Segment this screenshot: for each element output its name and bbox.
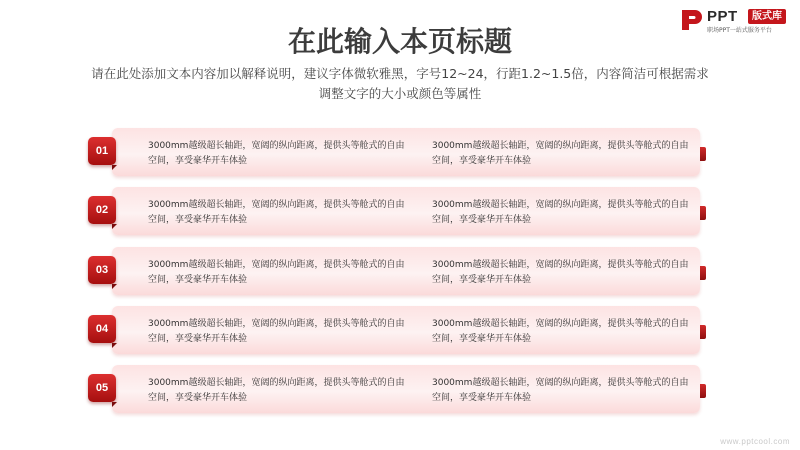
item-left-text: 3000mm越级超长轴距，宽阔的纵向距离，提供头等舱式的自由空间，享受豪华开车体验 (148, 378, 405, 403)
badge-fold (112, 343, 117, 348)
page-subtitle: 请在此处添加文本内容加以解释说明，建议字体微软雅黑，字号12~24，行距1.2~1.5倍，内容简洁可根据需求调整文字的大小或颜色等属性 (91, 66, 709, 101)
list-item (88, 128, 708, 180)
item-left-text: 3000mm越级超长轴距，宽阔的纵向距离，提供头等舱式的自由空间，享受豪华开车体验 (148, 200, 405, 225)
brand-tagline: 职场PPT一站式服务平台 (707, 27, 772, 34)
watermark: www.pptcool.com (720, 437, 790, 446)
list-item (88, 365, 708, 417)
page-title: 在此输入本页标题 (287, 25, 512, 58)
list-item (88, 187, 708, 239)
item-right-text: 3000mm越级超长轴距，宽阔的纵向距离，提供头等舱式的自由空间，享受豪华开车体验 (432, 141, 689, 166)
item-right-text: 3000mm越级超长轴距，宽阔的纵向距离，提供头等舱式的自由空间，享受豪华开车体验 (432, 319, 689, 344)
list-item (88, 306, 708, 358)
brand-name: PPT (707, 8, 738, 25)
item-left-text: 3000mm越级超长轴距，宽阔的纵向距离，提供头等舱式的自由空间，享受豪华开车体验 (148, 260, 405, 285)
item-number-badge: 02 (88, 196, 116, 224)
brand-badge: 版式库 (748, 9, 786, 24)
item-number-badge: 05 (88, 374, 116, 402)
badge-fold (112, 165, 117, 170)
item-right-text: 3000mm越级超长轴距，宽阔的纵向距离，提供头等舱式的自由空间，享受豪华开车体验 (432, 378, 689, 403)
bar-tab (700, 266, 706, 280)
bar-tab (700, 325, 706, 339)
item-left-text: 3000mm越级超长轴距，宽阔的纵向距离，提供头等舱式的自由空间，享受豪华开车体验 (148, 319, 405, 344)
item-left-text: 3000mm越级超长轴距，宽阔的纵向距离，提供头等舱式的自由空间，享受豪华开车体验 (148, 141, 405, 166)
bar-tab (700, 206, 706, 220)
item-number-badge: 03 (88, 256, 116, 284)
bar-tab (700, 384, 706, 398)
badge-fold (112, 284, 117, 289)
badge-fold (112, 224, 117, 229)
bar-tab (700, 147, 706, 161)
badge-fold (112, 402, 117, 407)
item-number-badge: 01 (88, 137, 116, 165)
item-number-badge: 04 (88, 315, 116, 343)
item-right-text: 3000mm越级超长轴距，宽阔的纵向距离，提供头等舱式的自由空间，享受豪华开车体验 (432, 200, 689, 225)
list-item (88, 247, 708, 299)
item-right-text: 3000mm越级超长轴距，宽阔的纵向距离，提供头等舱式的自由空间，享受豪华开车体验 (432, 260, 689, 285)
